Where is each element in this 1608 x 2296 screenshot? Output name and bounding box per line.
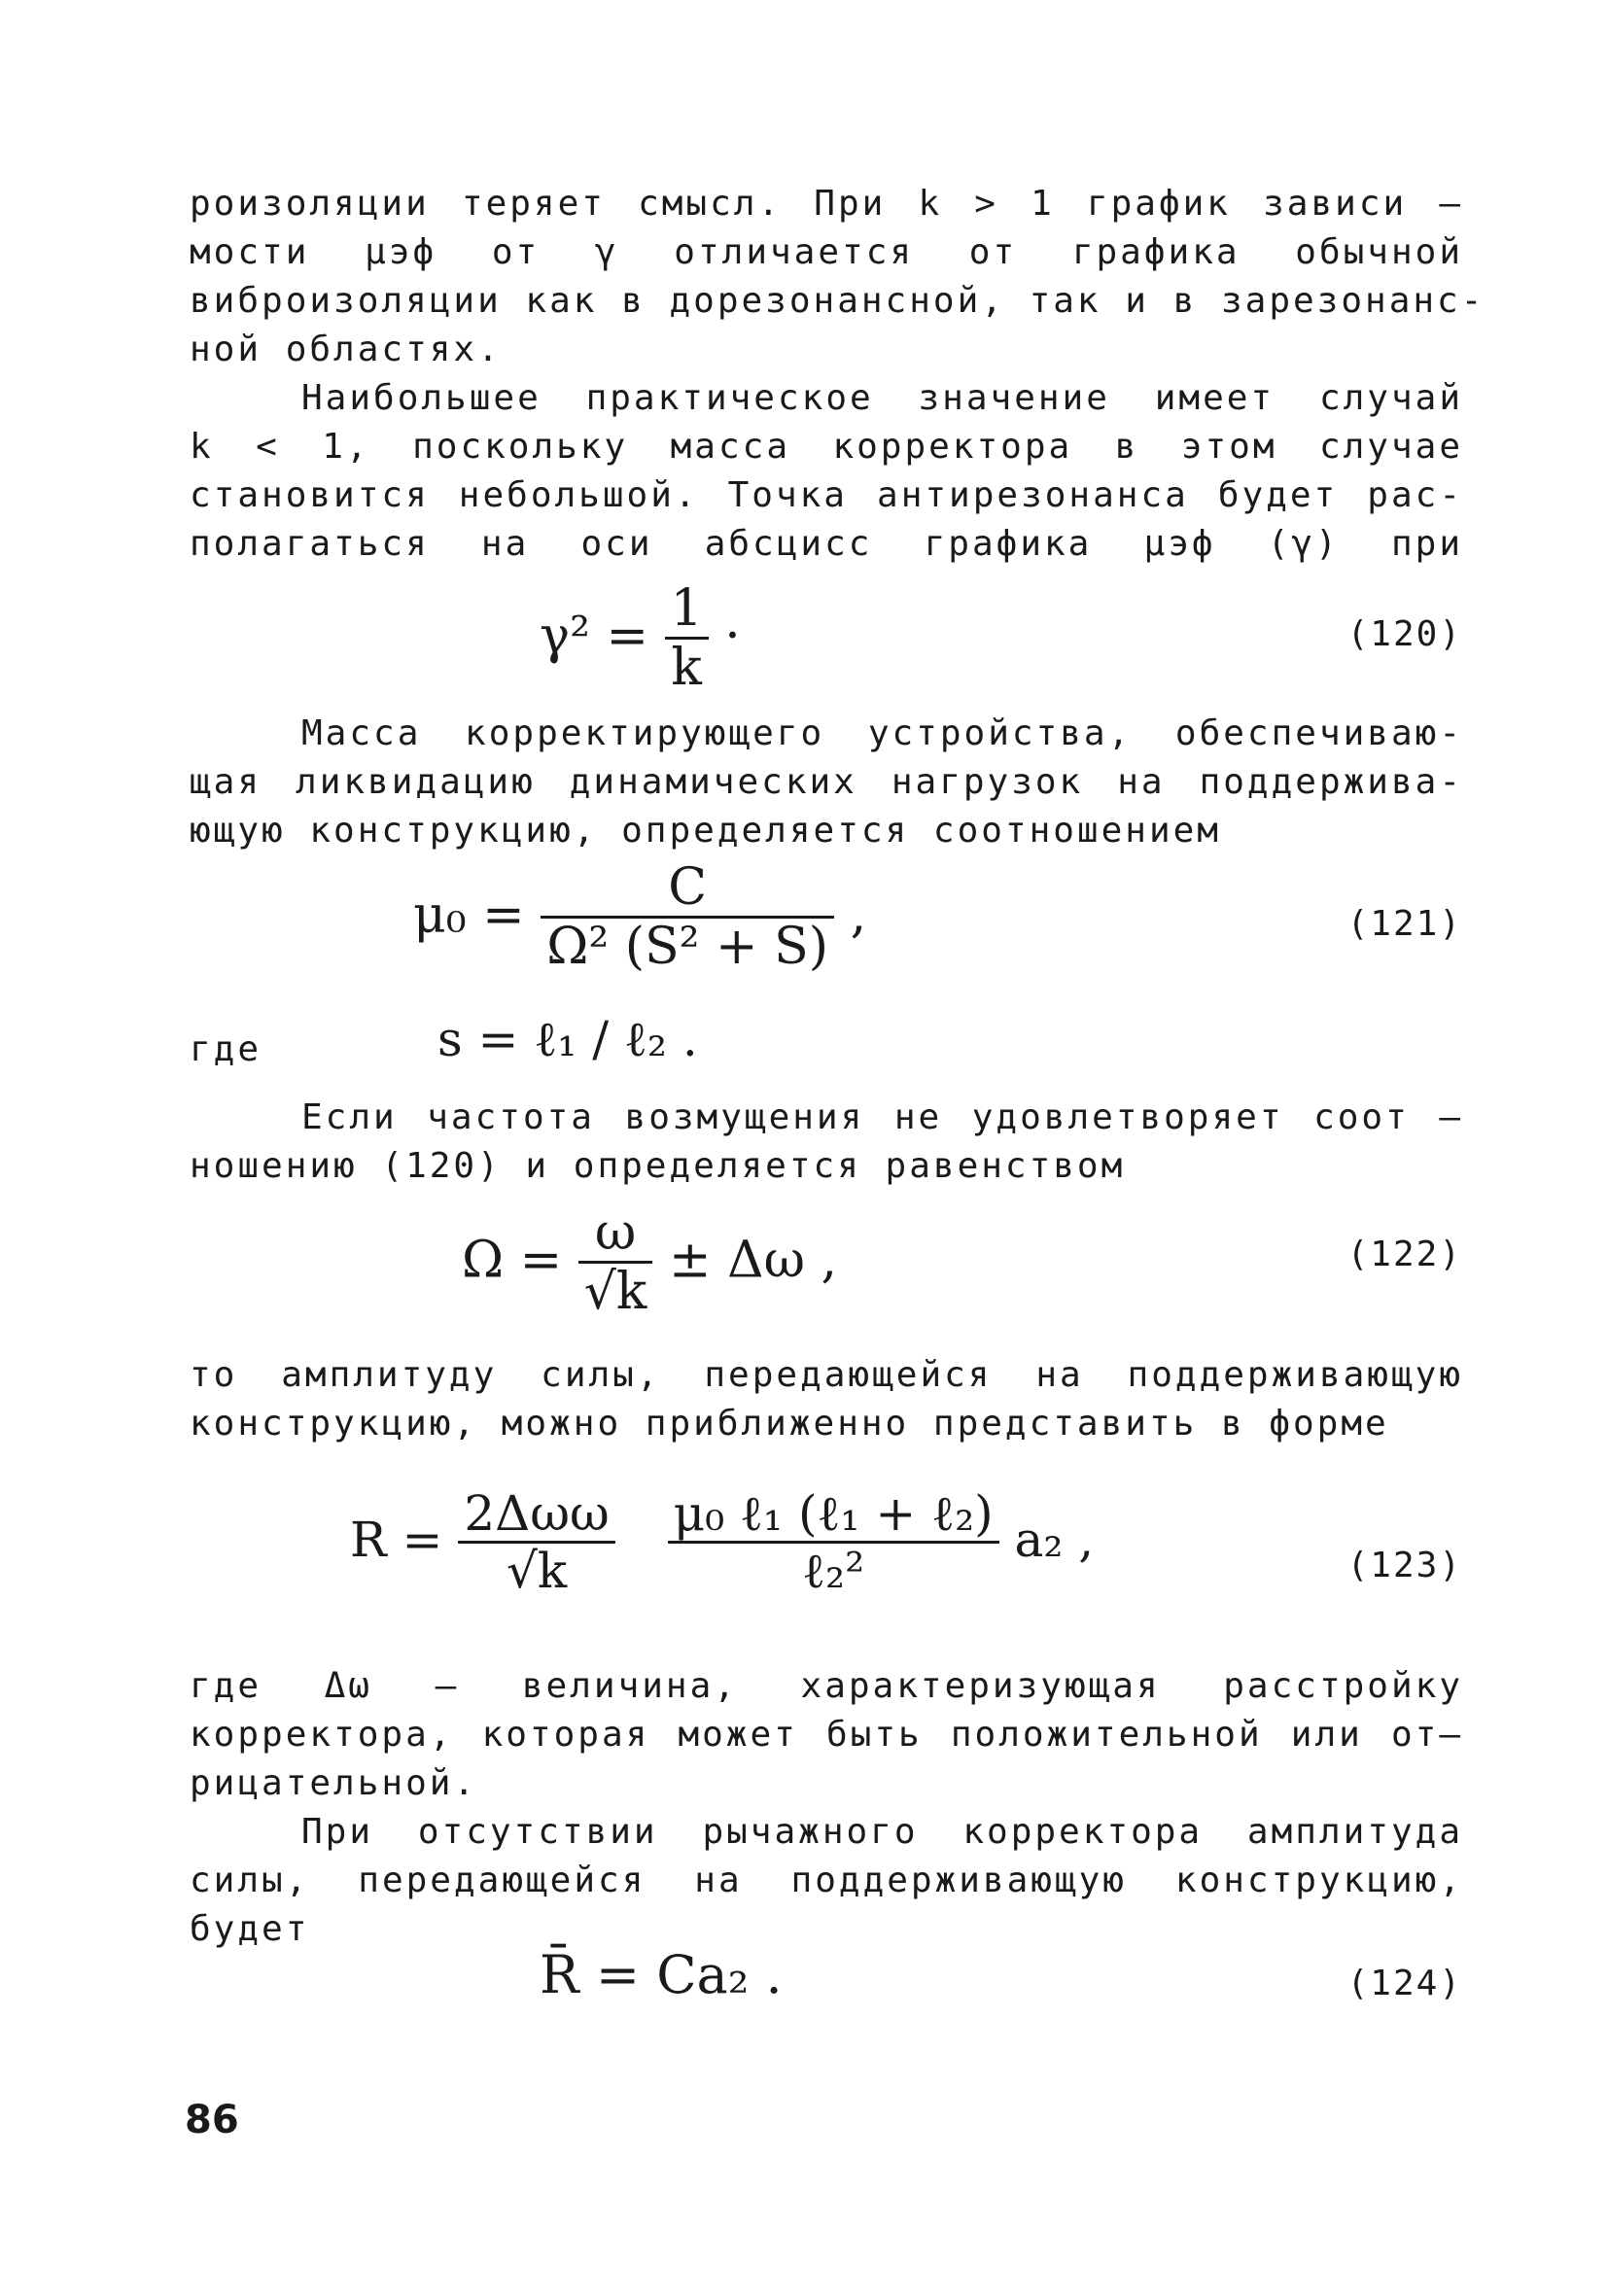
- eq123-fraction-2: [668, 1487, 999, 1600]
- eq121-lhs: μ₀ =: [413, 886, 525, 945]
- where-expression: s = ℓ₁ / ℓ₂ .: [437, 1011, 698, 1067]
- text-line: конструкцию, можно приближенно представить в форме: [190, 1404, 1389, 1444]
- text-line: k < 1, поскольку масса корректора в этом случае: [190, 427, 1463, 467]
- equation-124: R̄ = Ca₂ .: [540, 1944, 783, 2005]
- eq121-tail: ,: [850, 886, 867, 945]
- eq122-lhs: Ω =: [462, 1231, 563, 1290]
- eq123-tail: a₂ ,: [1014, 1511, 1095, 1568]
- equation-121: [413, 860, 866, 977]
- eq123-denominator-2: ℓ₂²: [802, 1543, 865, 1599]
- text-line: Наибольшее практическое значение имеет случай: [301, 378, 1463, 418]
- text-line: Если частота возмущения не удовлетворяет соот –: [301, 1097, 1463, 1137]
- text-line: становится небольшой. Точка антирезонанса будет рас-: [190, 475, 1463, 515]
- equation-number-120: (120): [1346, 614, 1462, 654]
- eq123-denominator-1: √k: [506, 1543, 568, 1599]
- eq121-denominator: Ω² (S² + S): [546, 918, 829, 977]
- equation-123: [350, 1487, 1094, 1600]
- text-line: рицательной.: [190, 1763, 478, 1803]
- text-line: ношению (120) и определяется равенством: [190, 1146, 1126, 1186]
- eq120-denominator: k: [671, 639, 702, 698]
- equation-120: [540, 581, 741, 698]
- equation-122: [462, 1205, 837, 1322]
- eq121-numerator: C: [541, 860, 834, 919]
- text-line: полагаться на оси абсцисс графика μэф (γ) при: [190, 524, 1463, 564]
- text-line: щая ликвидацию динамических нагрузок на поддержива-: [190, 762, 1463, 802]
- text-line: роизоляции теряет смысл. При k > 1 график зависи –: [190, 184, 1463, 224]
- text-line: мости μэф от γ отличается от графика обычной: [190, 232, 1463, 272]
- equation-number-123: (123): [1346, 1546, 1462, 1585]
- page-number: 86: [185, 2098, 239, 2142]
- where-word: где: [190, 1029, 262, 1069]
- text-line: то амплитуду силы, передающейся на поддерживающую: [190, 1355, 1463, 1395]
- equation-number-121: (121): [1346, 904, 1462, 944]
- eq120-fraction: [665, 581, 709, 698]
- eq122-fraction: [578, 1205, 653, 1322]
- eq123-fraction-1: [458, 1487, 614, 1600]
- text-line: При отсутствии рычажного корректора амплитуда: [301, 1812, 1463, 1852]
- text-line: где Δω – величина, характеризующая расстройку: [190, 1666, 1463, 1706]
- text-line: будет: [190, 1909, 310, 1949]
- eq120-numerator: 1: [665, 581, 709, 640]
- eq123-numerator-1: 2Δωω: [458, 1487, 614, 1544]
- equation-number-122: (122): [1346, 1235, 1462, 1274]
- text-line: силы, передающейся на поддерживающую конструкцию,: [190, 1861, 1463, 1900]
- text-line: виброизоляции как в дорезонансной, так и в зарезонанс-: [190, 281, 1486, 321]
- text-line: корректора, которая может быть положительной или от–: [190, 1715, 1463, 1755]
- eq120-tail: ·: [724, 607, 741, 666]
- eq120-lhs: γ² =: [540, 607, 649, 666]
- eq123-lhs: R =: [350, 1511, 443, 1568]
- eq122-denominator: √k: [583, 1263, 647, 1322]
- eq122-tail: ± Δω ,: [668, 1231, 838, 1290]
- eq121-fraction: [541, 860, 834, 977]
- eq122-numerator: ω: [578, 1205, 653, 1264]
- eq123-numerator-2: μ₀ ℓ₁ (ℓ₁ + ℓ₂): [668, 1487, 999, 1544]
- equation-number-124: (124): [1346, 1964, 1462, 2003]
- text-line: ющую конструкцию, определяется соотношением: [190, 811, 1221, 851]
- text-line: ной областях.: [190, 330, 502, 369]
- text-line: Масса корректирующего устройства, обеспечиваю-: [301, 713, 1463, 753]
